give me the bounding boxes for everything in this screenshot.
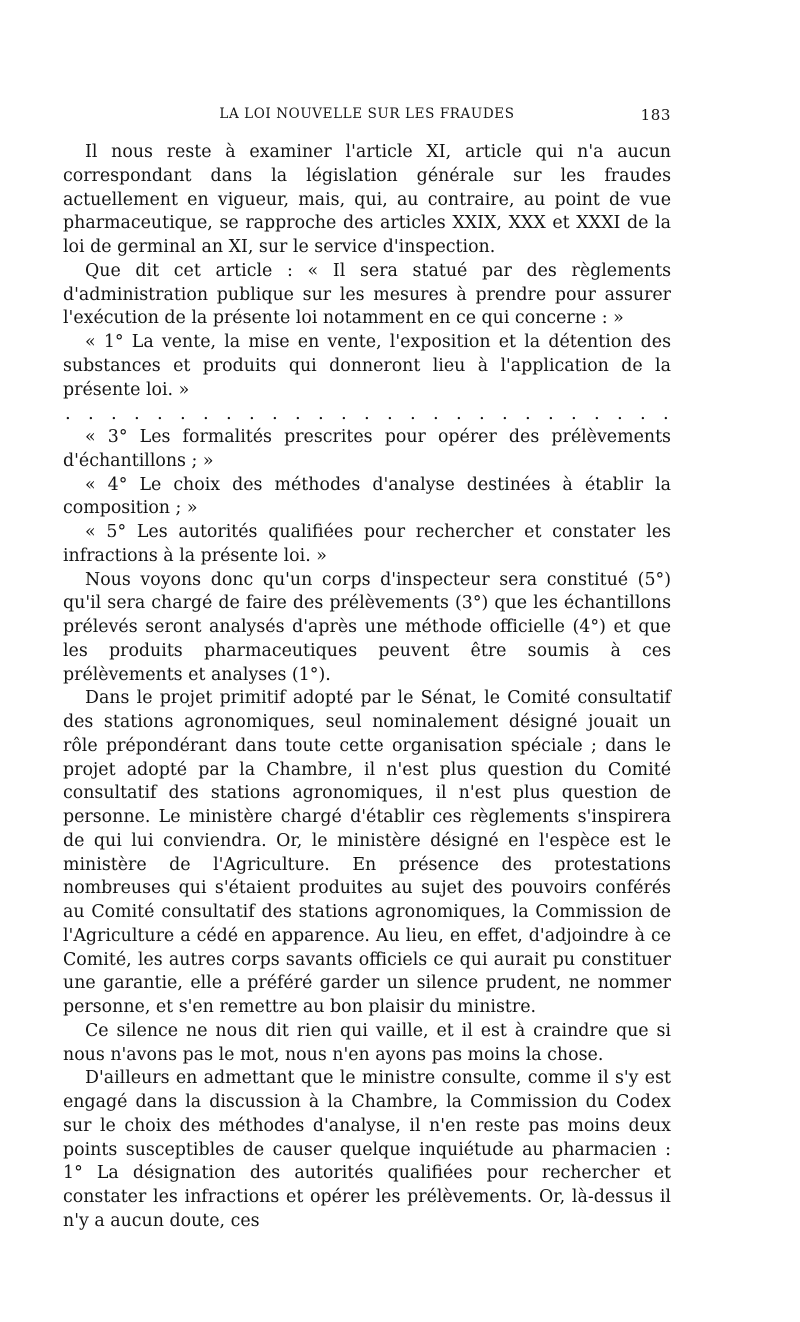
quoted-item: « 1° La vente, la mise en vente, l'exposition et la détention des substances et produits qui donneront lieu à l'application de la présente loi. » bbox=[63, 332, 671, 400]
running-header bbox=[63, 106, 671, 126]
paragraph: Dans le projet primitif adopté par le Sénat, le Comité consultatif des stations agronomiques, seul nominalement désigné jouait un rôle prépondérant dans toute cette organisation spéciale ; dans le projet adopté par la Chambre, il n'est plus question du Comité consultatif des stations agronomiques, il n'est plus question de personne. Le ministère chargé d'établir ces règlements s'inspirera de qui lui conviendra. Or, le ministère désigné en l'espèce est le ministère de l'Agriculture. En présence des protestations nombreuses qui s'étaient produites au sujet des pouvoirs conférés au Comité consultatif des stations agronomiques, la Commission de l'Agriculture a cédé en apparence. Au lieu, en effet, d'adjoindre à ce Comité, les autres corps savants officiels ce qui aurait pu constituer une garantie, elle a préféré garder un silence prudent, ne nommer personne, et s'en remettre au bon plaisir du ministre. bbox=[63, 688, 671, 1017]
paragraph: D'ailleurs en admettant que le ministre consulte, comme il s'y est engagé dans la discussion à la Chambre, la Commission du Codex sur le choix des méthodes d'analyse, il n'en reste pas moins deux points susceptibles de causer quelque inquiétude au pharmacien : 1° La désignation des autorités qualifiées pour rechercher et constater les infractions et opérer les prélèvements. Or, là-dessus il n'y a aucun doute, ces bbox=[63, 1068, 671, 1231]
quoted-item: « 4° Le choix des méthodes d'analyse destinées à établir la composition ; » bbox=[63, 474, 671, 519]
body-text bbox=[63, 141, 671, 1234]
paragraph: Il nous reste à examiner l'article XI, article qui n'a aucun correspondant dans la législation générale sur les fraudes actuellement en vigueur, mais, qui, au contraire, au point de vue pharmaceutique, se rapproche des articles XXIX, XXX et XXXI de la loi de germinal an XI, sur le service d'inspection. bbox=[63, 142, 671, 257]
paragraph: Nous voyons donc qu'un corps d'inspecteur sera constitué (5°) qu'il sera chargé de faire des prélèvements (3°) que les échantillons prélevés seront analysés d'après une méthode officielle (4°) et que les produits pharmaceutiques peuvent être soumis à ces prélèvements et analyses (1°). bbox=[63, 569, 671, 685]
paragraph: Ce silence ne nous dit rien qui vaille, et il est à craindre que si nous n'avons pas le mot, nous n'en ayons pas moins la chose. bbox=[63, 1020, 671, 1065]
quoted-item: « 5° Les autorités qualifiées pour rechercher et constater les infractions à la présente loi. » bbox=[63, 522, 671, 566]
page-number: 183 bbox=[640, 106, 671, 124]
paragraph: Que dit cet article : « Il sera statué par des règlements d'administration publique sur les mesures à prendre pour assurer l'exécution de la présente loi notamment en ce qui concerne : » bbox=[63, 260, 671, 329]
running-title: LA LOI NOUVELLE SUR LES FRAUDES bbox=[219, 106, 515, 122]
quoted-item: « 3° Les formalités prescrites pour opérer des prélèvements d'échantillons ; » bbox=[63, 427, 671, 471]
ellipsis-row: . . . . . . . . . . . . . . . . . . . . . . . . . . . bbox=[65, 403, 669, 425]
